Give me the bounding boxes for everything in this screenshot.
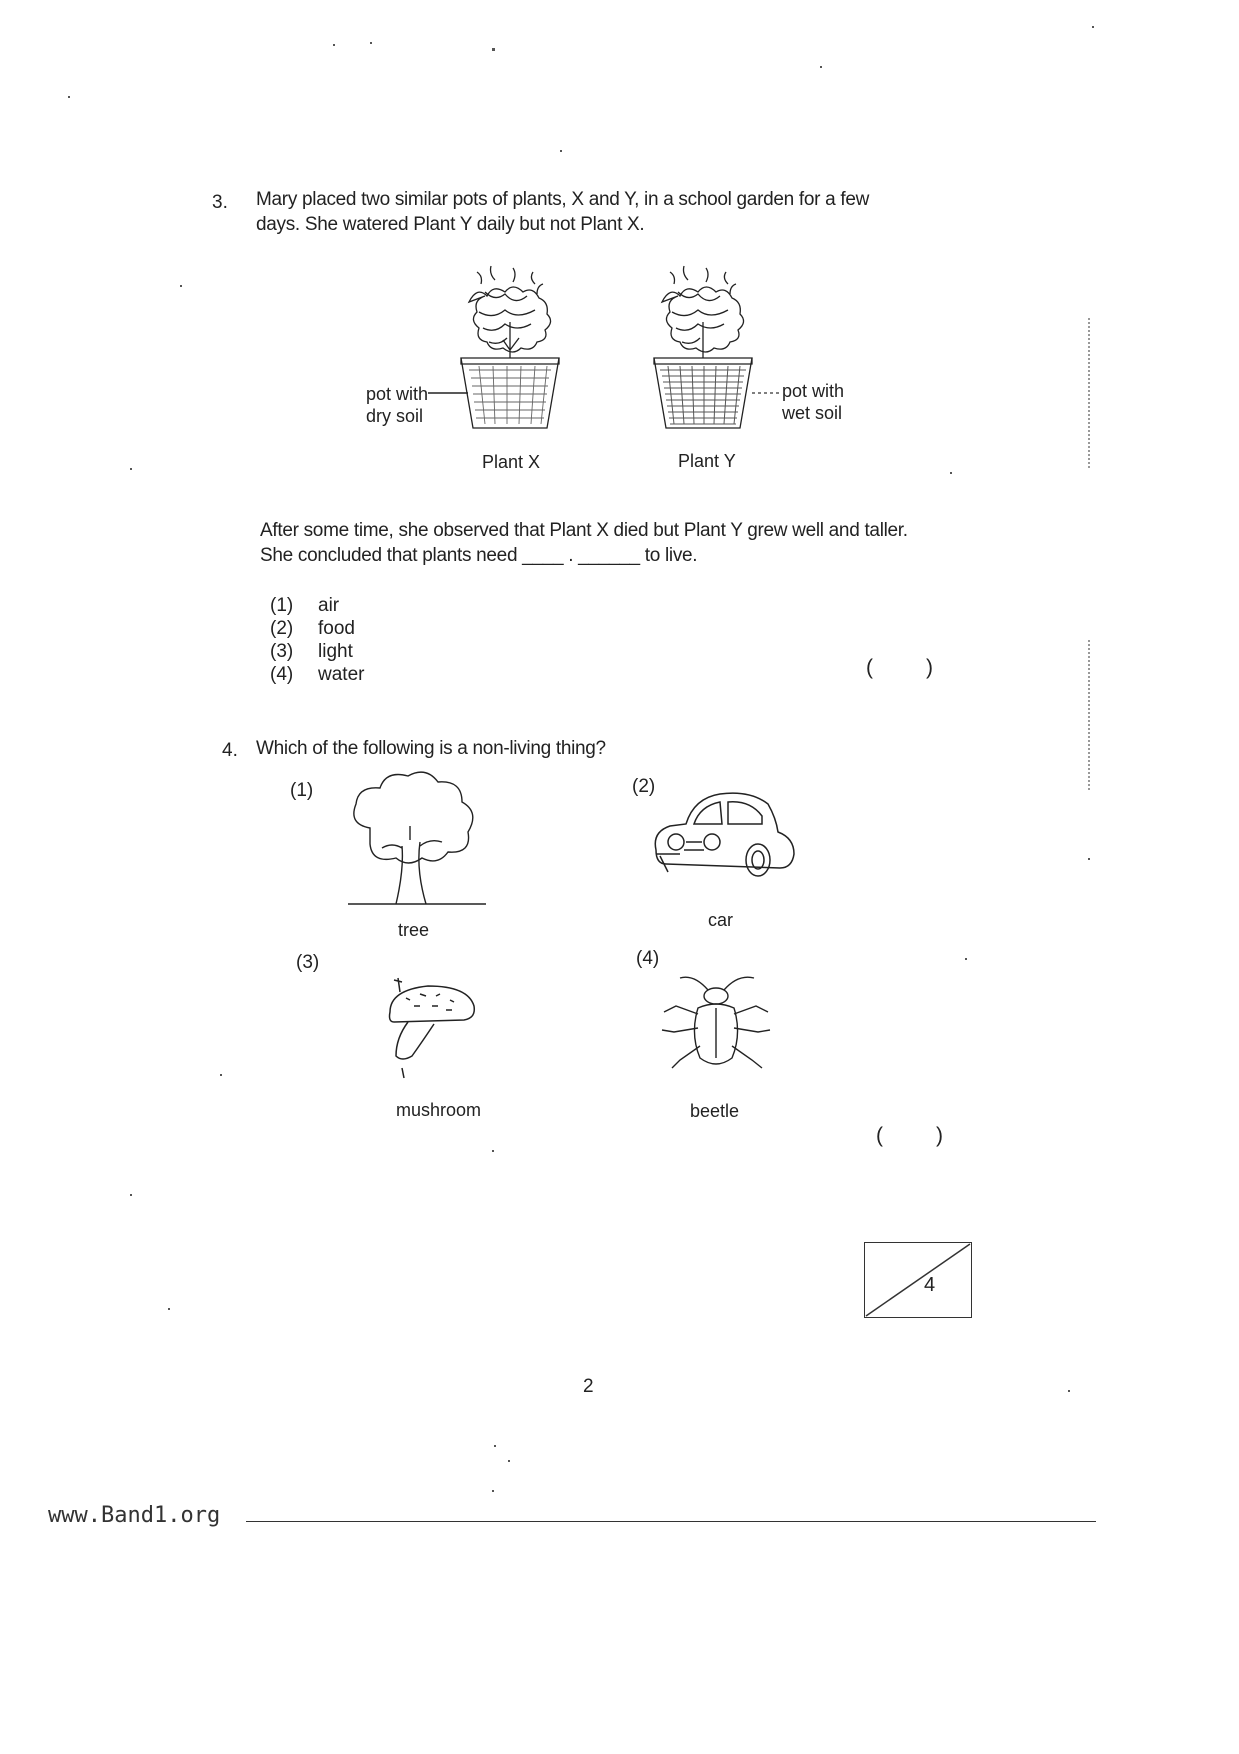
q4-answer-box[interactable]: ( ) xyxy=(876,1124,943,1147)
question-3-text-line-2: days. She watered Plant Y daily but not Plant X. xyxy=(256,214,645,235)
pointer-line-x xyxy=(428,390,468,396)
q3-option-4[interactable]: (4) water xyxy=(270,664,365,685)
marks-box-diagonal xyxy=(864,1242,972,1318)
mushroom-icon xyxy=(380,972,480,1084)
q4-option-4-number[interactable]: (4) xyxy=(636,948,660,969)
footer-website: www.Band1.org xyxy=(48,1503,221,1528)
q4-caption-beetle: beetle xyxy=(690,1101,740,1121)
plant-x-illustration xyxy=(455,262,565,434)
question-3-text-line-1: Mary placed two similar pots of plants, X and Y, in a school garden for a few xyxy=(256,189,870,210)
question-3-followup-line-2: She concluded that plants need ____ . ______ to live. xyxy=(260,545,698,566)
q3-answer-box[interactable]: ( ) xyxy=(866,656,933,679)
q4-option-2-number[interactable]: (2) xyxy=(632,776,656,797)
q4-caption-tree: tree xyxy=(398,920,430,940)
footer-rule xyxy=(246,1521,1096,1522)
q4-option-3-number[interactable]: (3) xyxy=(296,952,320,973)
q4-option-1-number[interactable]: (1) xyxy=(290,780,314,801)
question-3-followup-line-1: After some time, she observed that Plant X died but Plant Y grew well and taller. xyxy=(260,520,908,541)
q4-caption-car: car xyxy=(708,910,734,930)
car-icon xyxy=(646,784,798,884)
question-3-text xyxy=(256,187,996,237)
pointer-line-y xyxy=(752,390,782,396)
question-3-followup xyxy=(260,518,1020,568)
question-4-text: Which of the following is a non-living thing? xyxy=(256,738,606,759)
q3-option-3[interactable]: (3) light xyxy=(270,641,353,662)
question-3-number: 3. xyxy=(212,192,228,213)
marks-box-value: 4 xyxy=(924,1274,936,1296)
page-number: 2 xyxy=(583,1376,594,1397)
question-4-number: 4. xyxy=(222,740,238,761)
label-pot-dry-soil: pot with dry soil xyxy=(366,384,429,426)
q4-caption-mushroom: mushroom xyxy=(396,1100,482,1120)
tree-icon xyxy=(340,768,490,908)
plant-y-illustration xyxy=(648,262,758,434)
caption-plant-x: Plant X xyxy=(482,452,541,472)
q3-option-1[interactable]: (1) air xyxy=(270,595,340,616)
beetle-icon xyxy=(658,966,774,1076)
q3-option-2[interactable]: (2) food xyxy=(270,618,355,639)
label-pot-wet-soil: pot with wet soil xyxy=(782,381,845,423)
caption-plant-y: Plant Y xyxy=(678,451,736,471)
